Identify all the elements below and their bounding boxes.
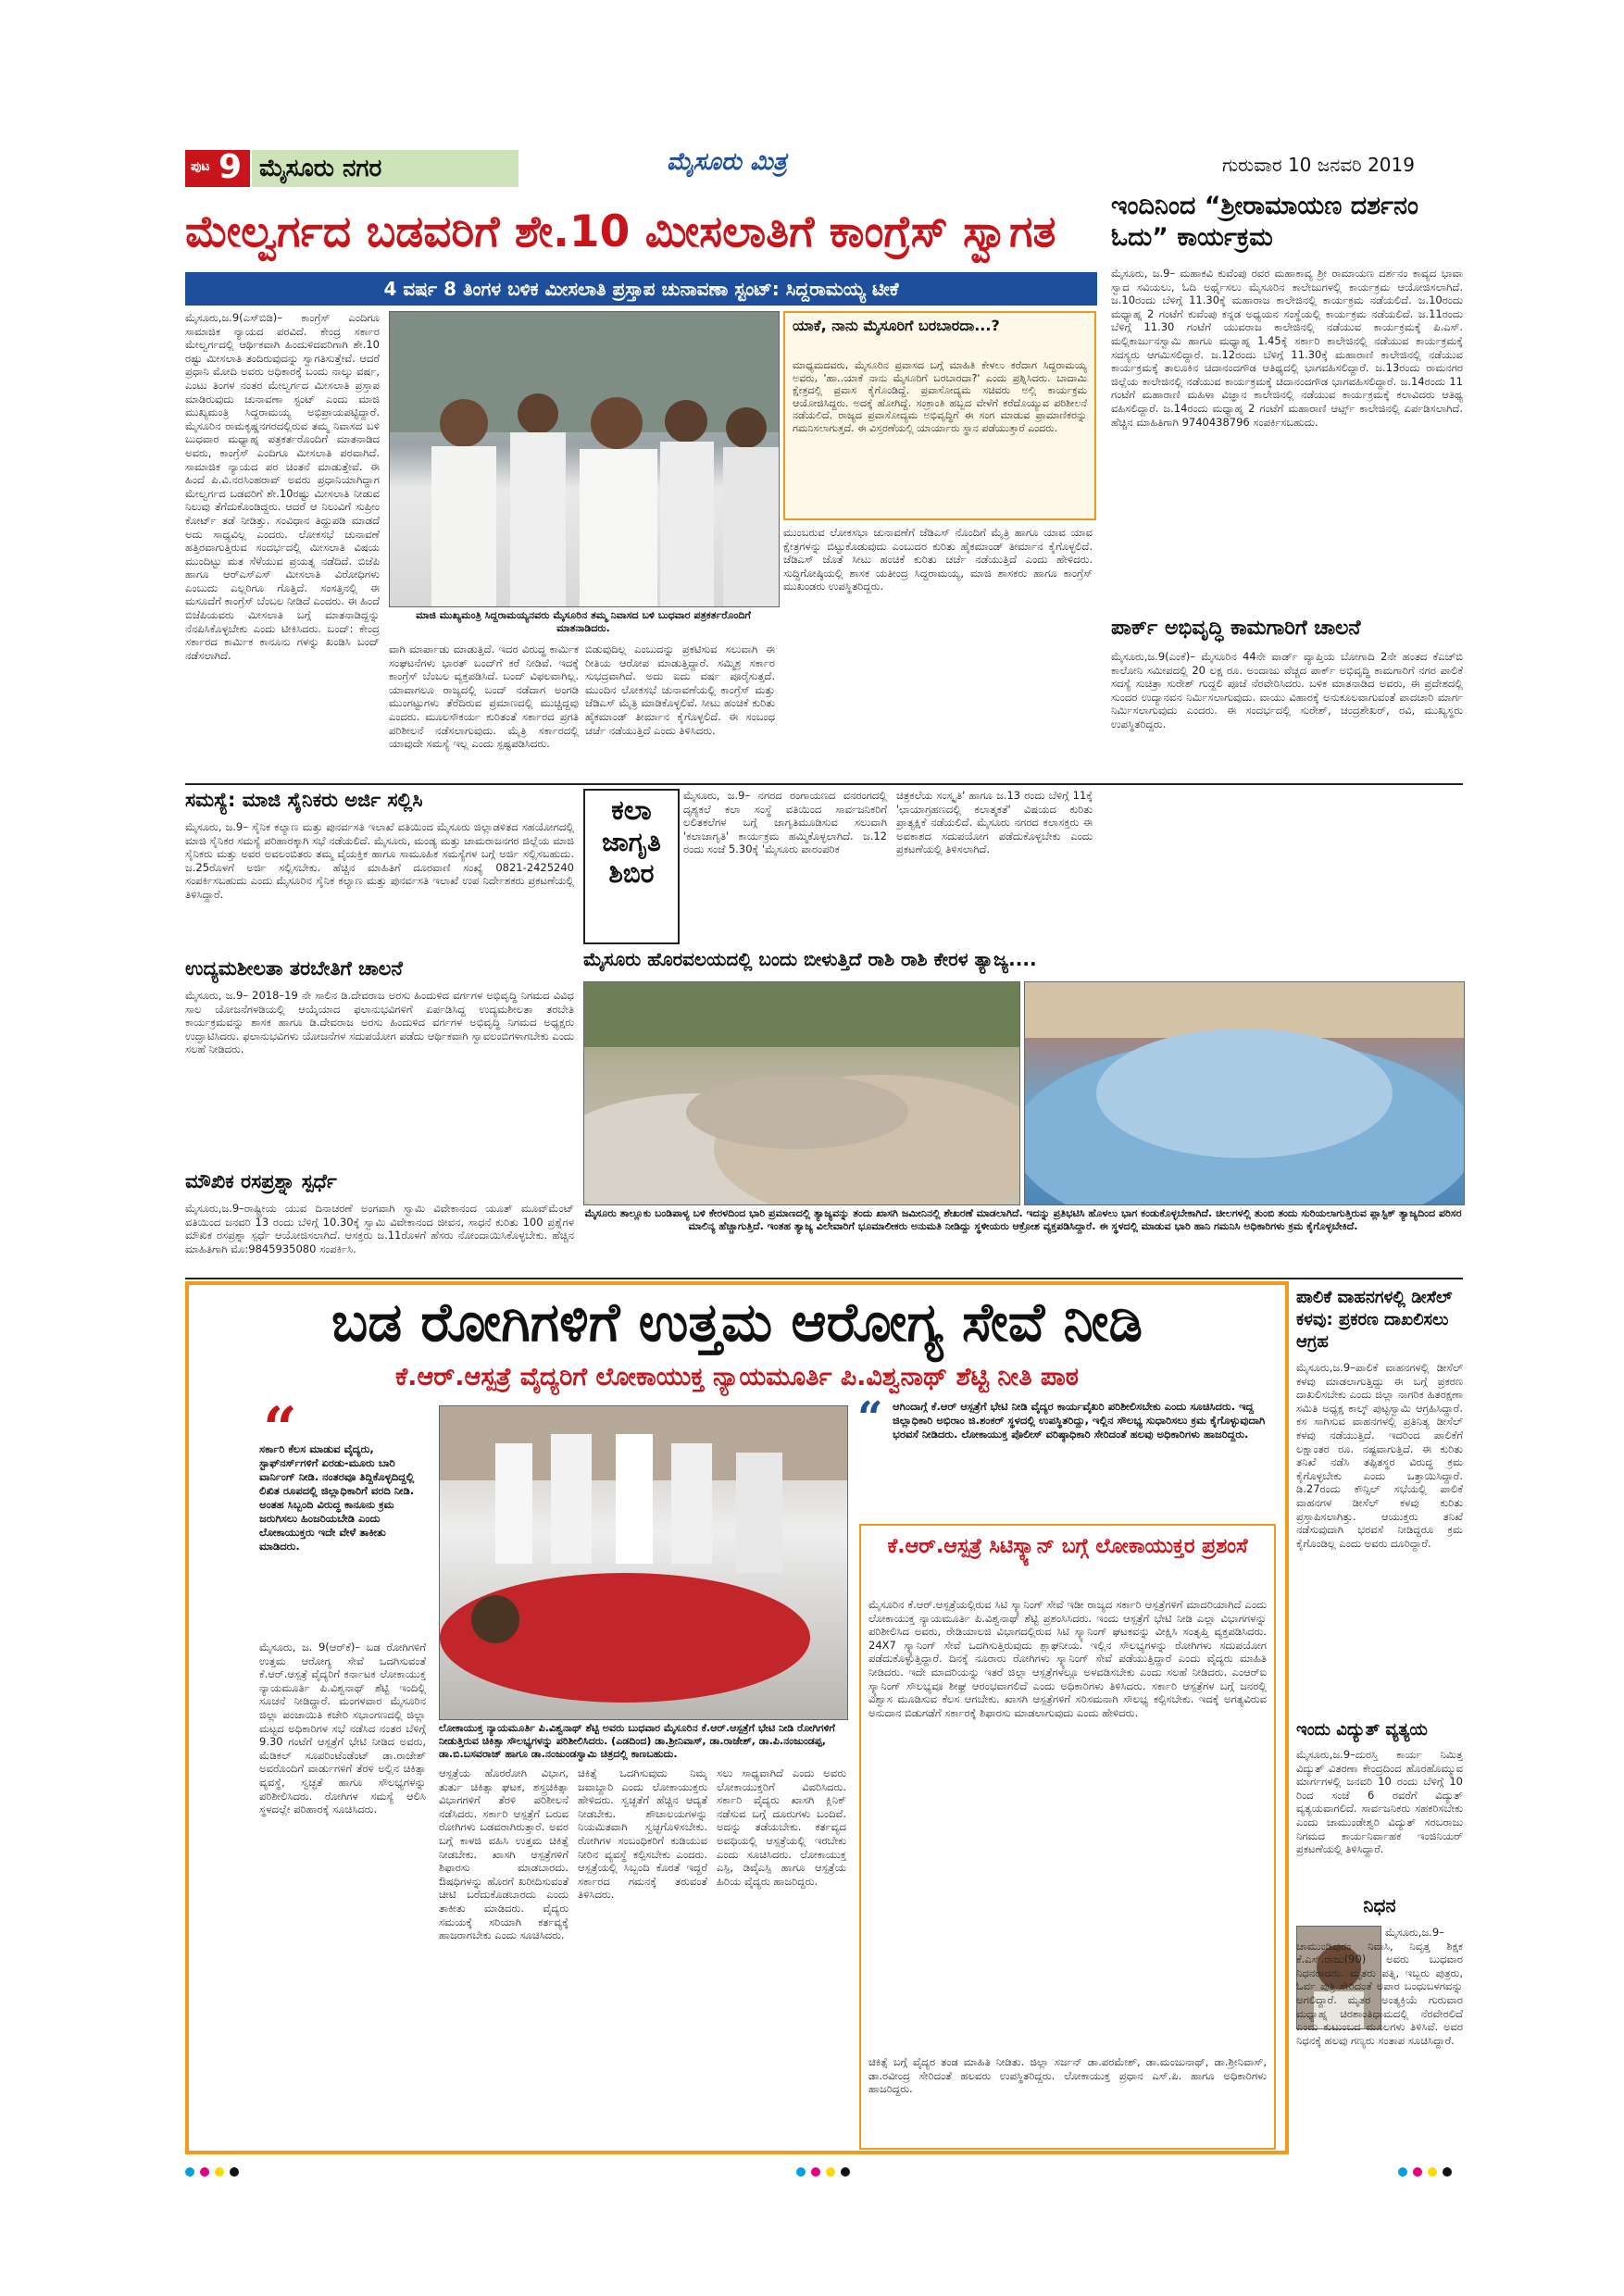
lead-photo-caption: ಮಾಜಿ ಮುಖ್ಯಮಂತ್ರಿ ಸಿದ್ದರಾಮಯ್ಯನವರು ಮೈಸೂರಿನ ತಮ್ಮ ನಿವಾಸದ ಬಳಿ ಬುಧವಾರ ಪತ್ರಕರ್ತರೊಂದಿಗೆ ಮಾತನಾಡಿದರು. <box>416 609 751 634</box>
ctscan-body: ಮೈಸೂರಿನ ಕೆ.ಆರ್.ಆಸ್ಪತ್ರೆಯಲ್ಲಿರುವ ಸಿಟಿ ಸ್ಕ್ಯಾನಿಂಗ್ ಸೇವೆ ಇಡೀ ರಾಜ್ಯದ ಸರ್ಕಾರಿ ಆಸ್ಪತ್ರೆಗಳಿಗೆ ಮಾದರಿಯಾಗಿದೆ ಎಂದು ಲೋಕಾಯುಕ್ತ ನ್ಯಾಯಮೂರ್ತಿ ಪಿ.ವಿಶ್ವನಾಥ್ ಶೆಟ್ಟಿ ಪ್ರಶಂಸಿಸಿದರು. ಇಂದು ಆಸ್ಪತ್ರೆಗೆ ಭೇಟಿ ನೀಡಿ ಎಲ್ಲಾ ವಿಭಾಗಗಳನ್ನು ಪರಿಶೀಲಿಸಿದ ಅವರು, ರೇಡಿಯಾಲಜಿ ವಿಭಾಗದಲ್ಲಿರುವ ಸಿಟಿ ಸ್ಕ್ಯಾನಿಂಗ್ ಘಟಕವನ್ನು ವೀಕ್ಷಿಸಿ ಸಂತೃಪ್ತಿ ವ್ಯಕ್ತಪಡಿಸಿದರು. 24X7 ಸ್ಕ್ಯಾನಿಂಗ್ ಸೇವೆ ಒದಗಿಸುತ್ತಿರುವುದು ಶ್ಲಾಘನೀಯ. ಇಲ್ಲಿನ ಸೌಲಭ್ಯಗಳನ್ನು ರೋಗಿಗಳು ಸದುಪಯೋಗ ಪಡೆದುಕೊಳ್ಳುತ್ತಿದ್ದಾರೆ. ದಿನಕ್ಕೆ ನೂರಾರು ರೋಗಿಗಳು ಸ್ಕ್ಯಾನಿಂಗ್ ಸೇವೆ ಪಡೆಯುತ್ತಿದ್ದಾರೆ ಎಂದು ವೈದ್ಯರು ಮಾಹಿತಿ ನೀಡಿದರು. ಇದೇ ಮಾದರಿಯನ್ನು ಇತರೆ ಜಿಲ್ಲಾ ಆಸ್ಪತ್ರೆಗಳಲ್ಲೂ ಅಳವಡಿಸಬೇಕು ಎಂದು ಸಲಹೆ ನೀಡಿದರು. ಎಂಆರ್‌ಐ ಸ್ಕ್ಯಾನಿಂಗ್ ಸೌಲಭ್ಯವೂ ಶೀಘ್ರ ಆರಂಭವಾಗಲಿದೆ ಎಂದು ಅಧಿಕಾರಿಗಳು ತಿಳಿಸಿದರು. ಸರ್ಕಾರಿ ಆಸ್ಪತ್ರೆಗಳ ಬಗ್ಗೆ ಜನರಲ್ಲಿ ವಿಶ್ವಾಸ ಮೂಡಿಸುವ ಕೆಲಸ ಆಗಬೇಕು. ಖಾಸಗಿ ಆಸ್ಪತ್ರೆಗಳಿಗೆ ಸರಿಸಮನಾಗಿ ಸೌಲಭ್ಯ ಕಲ್ಪಿಸಬೇಕು. ಇದಕ್ಕೆ ಅಗತ್ಯವಿರುವ ಅನುದಾನ ಬಿಡುಗಡೆಗೆ ಸರ್ಕಾರಕ್ಕೆ ಶಿಫಾರಸು ಮಾಡಲಾಗುವುದು ಎಂದು ಹೇಳಿದರು. <box>868 1598 1267 1719</box>
registration-marks-center <box>796 2163 856 2180</box>
health-photo <box>439 1405 848 1720</box>
page-number-tab <box>185 150 250 187</box>
kerala-headline: ಮೈಸೂರು ಹೊರವಲಯದಲ್ಲಿ ಬಂದು ಬೀಳುತ್ತಿದೆ ರಾಶಿ ರಾಶಿ ಕೇರಳ ತ್ಯಾಜ್ಯ.... <box>583 948 1037 970</box>
kala-body-1: ಮೈಸೂರು, ಜ.9– ನಗರದ ರಂಗಾಯಣದ ವನರಂಗದಲ್ಲಿ ದೃಶ್ಯಕಲೆ ಕಲಾ ಸಂಸ್ಥೆ ವತಿಯಿಂದ ಸಾರ್ವಜನಿಕರಿಗೆ ಲಲಿತಕಲೆಗಳ ಬಗ್ಗೆ ಜಾಗೃತಿಮೂಡಿಸುವ ಸಲುವಾಗಿ 'ಕಲಾಜಾಗೃತಿ' ಕಾರ್ಯಕ್ರಮ ಹಮ್ಮಿಕೊಳ್ಳಲಾಗಿದೆ. ಜ.12 ರಂದು ಸಂಜೆ 5.30ಕ್ಕೆ 'ಮೈಸೂರು ಪಾರಂಪರಿಕ <box>683 789 887 856</box>
kala-title-1: ಕಲಾ <box>611 794 652 827</box>
health-photo-image <box>440 1406 847 1719</box>
kala-title-2: ಜಾಗೃತಿ <box>602 827 661 857</box>
masthead <box>185 148 1481 194</box>
health-quote: ಸರ್ಕಾರಿ ಕೆಲಸ ಮಾಡುವ ವೈದ್ಯರು, ಸ್ಟಾಫ್‌ನರ್ಸ್‌ಗಳಿಗೆ ಏರಡು-ಮೂರು ಬಾರಿ ವಾರ್ನಿಂಗ್ ನೀಡಿ. ನಂತರವೂ ತಿದ್ದಿಕೊಳ್ಳದಿದ್ದಲ್ಲಿ ಲಿಖಿತ ರೂಪದಲ್ಲಿ ಜಿಲ್ಲಾಧಿಕಾರಿಗೆ ವರದಿ ನೀಡಿ. ಅಂತಹ ಸಿಬ್ಬಂದಿ ವಿರುದ್ಧ ಕಾನೂನು ಕ್ರಮ ಜರುಗಿಸಲು ಹಿಂಜರಿಯಬೇಡಿ ಎಂದು ಲೋಕಾಯುಕ್ತರು ಇದೇ ವೇಳೆ ತಾಕೀತು ಮಾಡಿದರು. <box>259 1442 415 1553</box>
kerala-photo-2 <box>1024 981 1465 1205</box>
health-quote-mark: “ <box>263 1394 297 1464</box>
health-body-4: ಸಲು ಸಾಧ್ಯವಾಗಿದೆ ಎಂದು ಅವರು ಲೋಕಾಯುಕ್ತರಿಗೆ ವಿವರಿಸಿದರು. ಸರ್ಕಾರಿ ವೈದ್ಯರು ಖಾಸಗಿ ಕ್ಲಿನಿಕ್ ನಡೆಸುವ ಬಗ್ಗೆ ದೂರುಗಳು ಬಂದಿವೆ. ಅದನ್ನು ತಡೆಯಬೇಕು. ಕರ್ತವ್ಯದ ಅವಧಿಯಲ್ಲಿ ಆಸ್ಪತ್ರೆಯಲ್ಲಿ ಇರಬೇಕು ಎಂದು ಸೂಚಿಸಿದರು. ಲೋಕಾಯುಕ್ತ ಎಸ್ಪಿ, ಡಿವೈಎಸ್ಪಿ ಹಾಗೂ ಆಸ್ಪತ್ರೆಯ ಹಿರಿಯ ವೈದ್ಯರು ಹಾಜರಿದ್ದರು. <box>717 1766 846 1888</box>
registration-marks-right <box>1398 2163 1457 2180</box>
lead-photo <box>389 311 780 607</box>
ctscan-body-2: ಚಿಕಿತ್ಸೆ ಬಗ್ಗೆ ವೈದ್ಯರ ತಂಡ ಮಾಹಿತಿ ನೀಡಿತು. ಜಿಲ್ಲಾ ಸರ್ಜನ್ ಡಾ.ಪರಮೇಶ್, ಡಾ.ಮಂಜುನಾಥ್, ಡಾ.ಶ್ರೀನಿವಾಸ್, ಡಾ.ರವೀಂದ್ರ ಸೇರಿದಂತೆ ಹಲವರು ಉಪಸ್ಥಿತರಿದ್ದರು. ಲೋಕಾಯುಕ್ತ ಪ್ರಧಾನ ಎಸ್.ಪಿ. ಹಾಗೂ ಅಧಿಕಾರಿಗಳು ಹಾಜರಿದ್ದರು. <box>868 2055 1267 2096</box>
park-headline: ಪಾರ್ಕ್ ಅಭಿವೃದ್ಧಿ ಕಾಮಗಾರಿಗೆ ಚಾಲನೆ <box>1111 617 1361 640</box>
lead-body-2: ವಾಗಿ ಮಾರ್ಪಾಡು ಮಾಡುತ್ತಿದೆ. ಇದರ ವಿರುದ್ಧ ಕಾರ್ಮಿಕ ಸಂಘಟನೆಗಳು ಭಾರತ್ ಬಂದ್‌ಗೆ ಕರೆ ನೀಡಿವೆ. ಇದಕ್ಕೆ ಕಾಂಗ್ರೆಸ್ ಬೆಂಬಲ ವ್ಯಕ್ತಪಡಿಸಿದೆ. ಬಂದ್ ವಿಫಲವಾಗಿಲ್ಲ. ಯಾವಾಗಲೂ ರಾಜ್ಯದಲ್ಲಿ ಬಂದ್ ನಡೆದಾಗ ಅಂಗಡಿ ಮುಂಗಟ್ಟುಗಳು ತೆರೆದಿರುವ ಪ್ರಮಾಣದಲ್ಲಿ ಮುಚ್ಚಿದ್ದವು ಎಂದರು. ಮೂಲಸೌಕರ್ಯ ಕುರಿತಂತೆ ಸರ್ಕಾರದ ಪ್ರಗತಿ ಪರಿಶೀಲನೆ ನಡೆಸಲಾಗುವುದು. ಮೈತ್ರಿ ಸರ್ಕಾರದಲ್ಲಿ ಯಾವುದೇ ಸಮಸ್ಯೆ ಇಲ್ಲ ಎಂದು ಸ್ಪಷ್ಟಪಡಿಸಿದರು. <box>389 643 579 751</box>
quiz-body: ಮೈಸೂರು,ಜ.9–ರಾಷ್ಟ್ರೀಯ ಯುವ ದಿನಾಚರಣೆ ಅಂಗವಾಗಿ ಸ್ವಾಮಿ ವಿವೇಕಾನಂದ ಯೂತ್ ಮೂವ್‌ಮೆಂಟ್ ವತಿಯಿಂದ ಜನವರಿ 13 ರಂದು ಬೆಳಿಗ್ಗೆ 10.30ಕ್ಕೆ ಸ್ವಾಮಿ ವಿವೇಕಾನಂದ ಜೀವನ, ಸಾಧನೆ ಕುರಿತು 100 ಪ್ರಶ್ನೆಗಳ ಮೌಖಿಕ ರಸಪ್ರಶ್ನಾ ಸ್ಪರ್ಧೆ ಆಯೋಜಿಸಲಾಗಿದೆ. ಆಸಕ್ತರು ಜ.11ರೊಳಗೆ ಹೆಸರು ನೋಂದಾಯಿಸಿಕೊಳ್ಳಬೇಕು. ಹೆಚ್ಚಿನ ಮಾಹಿತಿಗಾಗಿ ಮೊ:9845935080 ಸಂಪರ್ಕಿಸಿ. <box>185 1202 574 1255</box>
page-number: 9 <box>219 148 243 186</box>
ramayana-body: ಮೈಸೂರು, ಜ.9– ಮಹಾಕವಿ ಕುವೆಂಪು ರವರ ಮಹಾಕಾವ್ಯ ಶ್ರೀ ರಾಮಾಯಣ ದರ್ಶನಂ ಕಾವ್ಯದ ಭಾವಾ ಸ್ವಾದ ಸವಿಯಲು, ಓದಿ ಅರ್ಥೈಸಲು ಮೈಸೂರಿನ ಕಾಲೇಜುಗಳಲ್ಲಿ ಕಾರ್ಯಕ್ರಮ ಆಯೋಜಿಸಲಾಗಿದೆ. ಜ.10ರಂದು ಬೆಳಿಗ್ಗೆ 11.30ಕ್ಕೆ ಮಹಾರಾಜ ಕಾಲೇಜಿನಲ್ಲಿ ಕಾರ್ಯಕ್ರಮ ನಡೆಯಲಿದೆ. ಜ.10ರಂದು ಮಧ್ಯಾಹ್ನ 2 ಗಂಟೆಗೆ ಕುವೆಂಪು ಕನ್ನಡ ಅಧ್ಯಯನ ಸಂಸ್ಥೆಯಲ್ಲಿ ಕಾರ್ಯಕ್ರಮ ನಡೆಯಲಿದೆ. ಜ.11ರಂದು ಬೆಳಿಗ್ಗೆ 11.30 ಗಂಟೆಗೆ ಯುವರಾಜ ಕಾಲೇಜಿನಲ್ಲಿ ನಡೆಯುವ ಕಾರ್ಯಕ್ರಮಕ್ಕೆ ಪಿ.ಎಸ್. ಮಲ್ಲಿಕಾರ್ಜುನಸ್ವಾಮಿ ಹಾಗೂ ಮಧ್ಯಾಹ್ನ 1.45ಕ್ಕೆ ಸರ್ಕಾರಿ ಕಾಲೇಜಿನಲ್ಲಿ ನಡೆಯುವ ಕಾರ್ಯಕ್ರಮಕ್ಕೆ ಸದಸ್ಯರು ಆಗಮಿಸಲಿದ್ದಾರೆ. ಜ.12ರಂದು ಬೆಳಿಗ್ಗೆ 11.30ಕ್ಕೆ ಮಹಾರಾಣಿ ಕಾಲೇಜಿನಲ್ಲಿ ನಡೆಯುವ ಕಾರ್ಯಕ್ರಮಕ್ಕೆ ತಾಲೂಕಿನ ಚಿದಾನಂದಗೌಡ ಆತಿಥ್ಯದಲ್ಲಿ ಭಾಗವಹಿಸಲಿದ್ದಾರೆ. ಜ.13ರಂದು ರಾಮನಗರ ಜಿಲ್ಲೆಯ ಕಾಲೇಜಿನಲ್ಲಿ ನಡೆಯುವ ಕಾರ್ಯಕ್ರಮಕ್ಕೆ ಚಿದಾನಂದಗೌಡ ಭಾಗವಹಿಸಲಿದ್ದಾರೆ. ಜ.14ರಂದು 11 ಗಂಟೆಗೆ ಮಹಾರಾಣಿ ಮಹಿಳಾ ವಿಜ್ಞಾನ ಕಾಲೇಜಿನಲ್ಲಿ ನಡೆಯುವ ಕಾರ್ಯಕ್ರಮಕ್ಕೆ ಕಲಾವಿದರು ಆತಿಥ್ಯ ವಹಿಸಲಿದ್ದಾರೆ. ಜ.14ರಂದು ಮಧ್ಯಾಹ್ನ 2 ಗಂಟೆಗೆ ಮಹಾರಾಣಿ ಆರ್ಟ್ಸ್ ಕಾಲೇಜಿನಲ್ಲಿ ಏರ್ಪಡಿಸಲಾಗಿದೆ. ಹೆಚ್ಚಿನ ಮಾಹಿತಿಗಾಗಿ 9740438796 ಸಂಪರ್ಕಿಸಬಹುದು. <box>1111 267 1463 429</box>
health-quote-2: ಆಗಿಂದಾಗ್ಗೆ ಕೆ.ಆರ್ ಆಸ್ಪತ್ರೆಗೆ ಭೇಟಿ ನೀಡಿ ವೈದ್ಯರ ಕಾರ್ಯವೈಖರಿ ಪರಿಶೀಲಿಸಬೇಕು ಎಂದು ಸೂಚಿಸಿದರು. ಇದ್ದ ಜಿಲ್ಲಾಧಿಕಾರಿ ಅಭಿರಾಂ ಜಿ.ಶಂಕರ್ ಸ್ಥಳದಲ್ಲಿ ಉಪಸ್ಥಿತರಿದ್ದು, ಇಲ್ಲಿನ ಸೌಲಭ್ಯ ಸುಧಾರಿಸಲು ಕ್ರಮ ಕೈಗೊಳ್ಳುವುದಾಗಿ ಭರವಸೆ ನೀಡಿದರು. ಲೋಕಾಯುಕ್ತ ಪೊಲೀಸ್ ವರಿಷ್ಠಾಧಿಕಾರಿ ಸೇರಿದಂತೆ ಹಲವು ಅಧಿಕಾರಿಗಳು ಹಾಜರಿದ್ದರು. <box>893 1400 1266 1441</box>
divider-1 <box>185 783 1463 785</box>
lead-subheadline: 4 ವರ್ಷ 8 ತಿಂಗಳ ಬಳಿಕ ಮೀಸಲಾತಿ ಪ್ರಸ್ತಾಪ ಚುನಾವಣಾ ಸ್ಟಂಟ್: ಸಿದ್ದರಾಮಯ್ಯ ಟೀಕೆ <box>185 272 1097 306</box>
obituary-headline: ನಿಧನ <box>1363 1894 1396 1916</box>
kala-title-3: ಶಿಬಿರ <box>608 858 655 889</box>
health-subheadline: ಕೆ.ಆರ್.ಆಸ್ಪತ್ರೆ ವೈದ್ಯರಿಗೆ ಲೋಕಾಯುಕ್ತ ನ್ಯಾಯಮೂರ್ತಿ ಪಿ.ವಿಶ್ವನಾಥ್ ಶೆಟ್ಟಿ ನೀತಿ ಪಾಠ <box>394 1363 1080 1391</box>
kerala-photo-1 <box>583 981 1020 1205</box>
quiz-headline: ಮೌಖಿಕ ರಸಪ್ರಶ್ನಾ ಸ್ಪರ್ಧೆ <box>185 1170 337 1192</box>
page-label: ಪುಟ <box>191 159 210 174</box>
entrepreneur-body: ಮೈಸೂರು, ಜ.9– 2018–19 ನೇ ಸಾಲಿನ ಡಿ.ದೇವರಾಜ ಅರಸು ಹಿಂದುಳಿದ ವರ್ಗಗಳ ಅಭಿವೃದ್ಧಿ ನಿಗಮದ ವಿವಿಧ ಸಾಲ ಯೋಜನೆಗಳಡಿಯಲ್ಲಿ ಆಯ್ಕೆಯಾದ ಫಲಾನುಭವಿಗಳಿಗೆ ಏರ್ಪಡಿಸಿದ್ದ ಉದ್ಯಮಶೀಲತಾ ತರಬೇತಿ ಕಾರ್ಯಕ್ರಮವನ್ನು ಶಾಸಕ ಹಾಗೂ ಡಿ.ದೇವರಾಜ ಅರಸು ಹಿಂದುಳಿದ ವರ್ಗಗಳ ಅಭಿವೃದ್ಧಿ ನಿಗಮದ ಅಧ್ಯಕ್ಷರು ಉದ್ಘಾಟಿಸಿದರು. ಫಲಾನುಭವಿಗಳು ಯೋಜನೆಗಳ ಸದುಪಯೋಗ ಪಡೆದು ಆರ್ಥಿಕವಾಗಿ ಸ್ವಾವಲಂಬಿಗಳಾಗಬೇಕು ಎಂದು ಸಲಹೆ ನೀಡಿದರು. <box>185 989 574 1056</box>
park-body: ಮೈಸೂರು,ಜ.9(ಎಂಕೆ)– ಮೈಸೂರಿನ 44ನೇ ವಾರ್ಡ್ ವ್ಯಾಪ್ತಿಯ ಬೋಗಾದಿ 2ನೇ ಹಂತದ ಕೆಎಚ್‌ಬಿ ಕಾಲೋನಿ ಸಮೀಪದಲ್ಲಿ 20 ಲಕ್ಷ ರೂ. ಅಂದಾಜು ವೆಚ್ಚದ ಪಾರ್ಕ್ ಅಭಿವೃದ್ಧಿ ಕಾಮಗಾರಿಗೆ ನಗರ ಪಾಲಿಕೆ ಸದಸ್ಯೆ ಸುಚಿತ್ರಾ ಸುರೇಶ್ ಗುದ್ದಲಿ ಪೂಜೆ ನೆರವೇರಿಸಿದರು. ಬಳಿಕ ಮಾತನಾಡಿದ ಅವರು, ಈ ಪ್ರದೇಶದಲ್ಲಿ ಸುಂದರ ಉದ್ಯಾನವನ ನಿರ್ಮಿಸಲಾಗುವುದು. ವಾಯು ವಿಹಾರಕ್ಕೆ ಅನುಕೂಲವಾಗುವಂತೆ ಪಾದಚಾರಿ ಮಾರ್ಗ ನಿರ್ಮಿಸಲಾಗುವುದು ಎಂದರು. ಈ ಸಂದರ್ಭದಲ್ಲಿ ಸುರೇಶ್, ಚಂದ್ರಶೇಖರ್, ರವಿ, ಮುಖ್ಯಸ್ಥರು ಉಪಸ್ಥಿತರಿದ್ದರು. <box>1111 650 1463 730</box>
health-quote2-mark: “ <box>857 1392 883 1444</box>
lead-body: ಮೈಸೂರು,ಜ.9(ಎಸ್‌ಬಿಡಿ)– ಕಾಂಗ್ರೆಸ್ ಎಂದಿಗೂ ಸಾಮಾಜಿಕ ನ್ಯಾಯದ ಪರವಿದೆ. ಕೇಂದ್ರ ಸರ್ಕಾರ ಮೇಲ್ವರ್ಗದಲ್ಲಿ ಆರ್ಥಿಕವಾಗಿ ಹಿಂದುಳಿದವರಿಗಾಗಿ ಶೇ.10 ರಷ್ಟು ಮೀಸಲಾತಿ ತಂದಿರುವುದನ್ನು ಸ್ವಾಗತಿಸುತ್ತೇವೆ. ಆದರೆ ಪ್ರಧಾನಿ ಮೋದಿ ಅವರು ಅಧಿಕಾರಕ್ಕೆ ಬಂದು ನಾಲ್ಕು ವರ್ಷ, ಎಂಟು ತಿಂಗಳ ನಂತರ ಮೇಲ್ವರ್ಗದ ಮೀಸಲಾತಿ ಪ್ರಸ್ತಾಪ ಮಾಡಿರುವುದು ಚುನಾವಣಾ ಸ್ಟಂಟ್ ಎಂದು ಮಾಜಿ ಮುಖ್ಯಮಂತ್ರಿ ಸಿದ್ದರಾಮಯ್ಯ ಅಭಿಪ್ರಾಯಪಟ್ಟಿದ್ದಾರೆ. ಮೈಸೂರಿನ ರಾಮಕೃಷ್ಣನಗರದಲ್ಲಿರುವ ತಮ್ಮ ನಿವಾಸದ ಬಳಿ ಬುಧವಾರ ಮಧ್ಯಾಹ್ನ ಪತ್ರಕರ್ತರೊಂದಿಗೆ ಮಾತನಾಡಿದ ಅವರು, ಕಾಂಗ್ರೆಸ್ ಎಂದಿಗೂ ಮೀಸಲಾತಿ ಪರವಾಗಿದೆ. ಸಾಮಾಜಿಕ ನ್ಯಾಯದ ಪರ ಚಿಂತನೆ ಮಾಡುತ್ತೇವೆ. ಈ ಹಿಂದೆ ಪಿ.ವಿ.ನರಸಿಂಹರಾವ್ ಅವರು ಪ್ರಧಾನಿಯಾಗಿದ್ದಾಗ ಮೇಲ್ವರ್ಗದ ಬಡವರಿಗೆ ಶೇ.10ರಷ್ಟು ಮೀಸಲಾತಿ ನೀಡುವ ನಿಲುವು ತೆಗೆದುಕೊಂಡಿದ್ದರು. ಆದರೆ ಆ ನಿಲುವಿಗೆ ಸುಪ್ರೀಂ ಕೋರ್ಟ್ ತಡೆ ನೀಡಿತ್ತು. ಸಂವಿಧಾನ ತಿದ್ದುಪಡಿ ಮಾಡದೆ ಅದು ಸಾಧ್ಯವಿಲ್ಲ ಎಂದರು. ಲೋಕಸಭೆ ಚುನಾವಣೆ ಹತ್ತಿರವಾಗುತ್ತಿರುವ ಸಂದರ್ಭದಲ್ಲಿ ಮೀಸಲಾತಿ ವಿಷಯ ಮುಂದಿಟ್ಟು ಮತ ಸೆಳೆಯುವ ಪ್ರಯತ್ನ ನಡೆದಿದೆ. ಬಿಜೆಪಿ ಹಾಗೂ ಆರ್‌ಎಸ್‌ಎಸ್ ಮೀಸಲಾತಿ ವಿರೋಧಿಗಳು ಎಂಬುದು ಎಲ್ಲರಿಗೂ ಗೊತ್ತಿದೆ. ಸಂಸತ್ತಿನಲ್ಲಿ ಈ ಮಸೂದೆಗೆ ಕಾಂಗ್ರೆಸ್ ಬೆಂಬಲ ನೀಡಿದೆ ಎಂದರು. ಈ ಹಿಂದೆ ಬಿಜೆಪಿಯವರು ಮೀಸಲಾತಿ ಬಗ್ಗೆ ಮಾತನಾಡಿದ್ದನ್ನು ನೆನಪಿಸಿಕೊಳ್ಳಬೇಕು ಎಂದು ಟೀಕಿಸಿದರು. ಬಂದ್: ಕೇಂದ್ರ ಸರ್ಕಾರದ ಕಾರ್ಮಿಕ ಕಾನೂನು ಗಳನ್ನು ಖಂಡಿಸಿ ಬಂದ್ ನಡೆಸಲಾಗಿದೆ. <box>185 311 380 662</box>
entrepreneur-headline: ಉದ್ಯಮಶೀಲತಾ ತರಬೇತಿಗೆ ಚಾಲನೆ <box>185 957 403 980</box>
kerala-caption: ಮೈಸೂರು ತಾಲ್ಲೂಕು ಬಂಡಿಪಾಳ್ಯ ಬಳಿ ಕೇರಳದಿಂದ ಭಾರಿ ಪ್ರಮಾಣದಲ್ಲಿ ತ್ಯಾಜ್ಯವನ್ನು ತಂದು ಖಾಸಗಿ ಜಮೀನಿನಲ್ಲಿ ಶೇಖರಣೆ ಮಾಡಲಾಗಿದೆ. ಇದನ್ನು ಪ್ರತಿಭಟಿಸಿ ಹೊಳಲು ಭಾಗ ಕಂಡುಕೊಳ್ಳಬೇಕಾಗಿದೆ. ಚೀಲಗಳಲ್ಲಿ ತುಂಬಿ ತಂದು ಸುರಿಯಲಾಗುತ್ತಿರುವ ಪ್ಲಾಸ್ಟಿಕ್ ತ್ಯಾಜ್ಯದಿಂದ ಪರಿಸರ ಮಾಲಿನ್ಯ ಹೆಚ್ಚಾಗುತ್ತಿದೆ. ಇಂತಹ ತ್ಯಾಜ್ಯ ವಿಲೇವಾರಿಗೆ ಭೂಮಾಲೀಕರು ಅನುಮತಿ ನೀಡಿದ್ದು ಸ್ಥಳೀಯರು ಆಕ್ರೋಶ ವ್ಯಕ್ತಪಡಿಸಿದ್ದಾರೆ. ಈ ಸ್ಥಳದಲ್ಲಿ ಮಾಡುವ ಭಾರಿ ಹಾನಿ ಗಮನಿಸಿ ಅಧಿಕಾರಿಗಳು ಕ್ರಮ ಕೈಗೊಳ್ಳಬೇಕಿದೆ. <box>584 1207 1462 1232</box>
obituary-body: ಮೈಸೂರು,ಜ.9–ಚಾಮುಂಡಿಪುರಂ ನಿವಾಸಿ, ನಿವೃತ್ತ ಶಿಕ್ಷಕ ಕೆ.ಎಸ್.ರಾಜು(90) ಅವರು ಬುಧವಾರ ನಿಧನರಾದರು. ಮೃತರು ಪತ್ನಿ, ಇಬ್ಬರು ಪುತ್ರರು, ಓರ್ವ ಪುತ್ರಿ ಸೇರಿದಂತೆ ಅಪಾರ ಬಂಧುಬಳಗವನ್ನು ಅಗಲಿದ್ದಾರೆ. ಮೃತರ ಅಂತ್ಯಕ್ರಿಯೆ ಗುರುವಾರ ಮಧ್ಯಾಹ್ನ ಚಿರಶಾಂತಿಧಾಮದಲ್ಲಿ ನೆರವೇರಲಿದೆ ಎಂದು ಕುಟುಂಬದ ಮೂಲಗಳು ತಿಳಿಸಿವೆ. ಅವರ ನಿಧನಕ್ಕೆ ಹಲವು ಗಣ್ಯರು ಸಂತಾಪ ಸೂಚಿಸಿದ್ದಾರೆ. <box>1296 1926 1463 2047</box>
diesel-body: ಮೈಸೂರು,ಜ.9–ಪಾಲಿಕೆ ವಾಹನಗಳಲ್ಲಿ ಡೀಸೆಲ್ ಕಳವು ಮಾಡಲಾಗುತ್ತಿದ್ದು ಈ ಬಗ್ಗೆ ಪ್ರಕರಣ ದಾಖಲಿಸಬೇಕು ಎಂದು ಜಿಲ್ಲಾ ನಾಗರಿಕ ಹಿತರಕ್ಷಣಾ ಸಮಿತಿ ಅಧ್ಯಕ್ಷ ಕಾಲ್ಕ್ ಪುಟ್ಟಸ್ವಾಮಿ ಆಗ್ರಹಿಸಿದ್ದಾರೆ. ಕಸ ಸಾಗಿಸುವ ವಾಹನಗಳಲ್ಲಿ ಪ್ರತಿನಿತ್ಯ ಡೀಸೆಲ್ ಕಳವು ನಡೆಯುತ್ತಿದೆ. ಇದರಿಂದ ಪಾಲಿಕೆಗೆ ಲಕ್ಷಾಂತರ ರೂ. ನಷ್ಟವಾಗುತ್ತಿದೆ. ಈ ಕುರಿತು ತನಿಖೆ ನಡೆಸಿ ತಪ್ಪಿತಸ್ಥರ ವಿರುದ್ಧ ಕ್ರಮ ಕೈಗೊಳ್ಳಬೇಕು ಎಂದು ಒತ್ತಾಯಿಸಿದ್ದಾರೆ. ಡಿ.27ರಂದು ಕೌನ್ಸಿಲ್ ಸಭೆಯಲ್ಲಿ ಪಾಲಿಕೆ ವಾಹನಗಳ ಡೀಸೆಲ್ ಕಳವು ಕುರಿತು ಪ್ರಸ್ತಾಪಿಸಲಾಗಿತ್ತು. ಆಯುಕ್ತರು ತನಿಖೆ ನಡೆಸುವುದಾಗಿ ಭರವಸೆ ನೀಡಿದ್ದರೂ ಕ್ರಮ ಕೈಗೊಂಡಿಲ್ಲ ಎಂದು ಅವರು ದೂರಿದ್ದಾರೆ. <box>1296 1361 1463 1550</box>
kala-body-2: ಚಿತ್ರಕಲೆಯ ಸಂಸ್ಕೃತಿ' ಹಾಗೂ ಜ.13 ರಂದು ಬೆಳಿಗ್ಗೆ 11ಕ್ಕೆ 'ಛಾಯಾಗ್ರಹಣದಲ್ಲಿ ಕಲಾತ್ಮಕತೆ' ವಿಷಯದ ಕುರಿತು ಪ್ರಾತ್ಯಕ್ಷಿಕೆ ನಡೆಯಲಿದೆ. ಮೈಸೂರು ನಗರದ ಕಲಾಸಕ್ತರು ಈ ಅವಕಾಶದ ಸದುಪಯೋಗ ಪಡೆದುಕೊಳ್ಳಬೇಕು ಎಂದು ಪ್ರಕಟಣೆಯಲ್ಲಿ ತಿಳಿಸಲಾಗಿದೆ. <box>896 789 1093 856</box>
section-name: ಮೈಸೂರು ನಗರ <box>252 150 518 187</box>
diesel-headline: ಪಾಲಿಕೆ ವಾಹನಗಳಲ್ಲಿ ಡೀಸೆಲ್ ಕಳವು: ಪ್ರಕರಣ ದಾಖಲಿಸಲು ಆಗ್ರಹ <box>1296 1288 1453 1352</box>
lead-body-3: ಬಿಡುವುದಿಲ್ಲ ಎಂಬುದನ್ನು ಪ್ರಕಟಿಸುವ ಸಲುವಾಗಿ ಈ ರೀತಿಯ ಆರೋಪ ಮಾಡುತ್ತಿದ್ದಾರೆ. ಸಮ್ಮಿಶ್ರ ಸರ್ಕಾರ ಸುಭದ್ರವಾಗಿದೆ. ಅದು ಐದು ವರ್ಷ ಪೂರೈಸುತ್ತದೆ. ಮುಂದಿನ ಲೋಕಸಭೆ ಚುನಾವಣೆಯಲ್ಲಿ ಕಾಂಗ್ರೆಸ್ ಮತ್ತು ಜೆಡಿಎಸ್ ಮೈತ್ರಿ ಮಾಡಿಕೊಳ್ಳಲಿವೆ. ಸೀಟು ಹಂಚಿಕೆ ಕುರಿತು ಹೈಕಮಾಂಡ್ ತೀರ್ಮಾನ ಕೈಗೊಳ್ಳಲಿದೆ. ಈ ಸಂಬಂಧ ಚರ್ಚೆ ನಡೆಯುತ್ತಿದೆ ಎಂದು ತಿಳಿಸಿದರು. <box>585 643 775 737</box>
health-body-3: ಚಿಕಿತ್ಸೆ ಒದಗಿಸುವುದು ನಿಮ್ಮ ಜವಾಬ್ದಾರಿ ಎಂದು ಲೋಕಾಯುಕ್ತರು ಹೇಳಿದರು. ಸ್ವಚ್ಛತೆಗೆ ಹೆಚ್ಚಿನ ಆದ್ಯತೆ ನೀಡಬೇಕು. ಶೌಚಾಲಯಗಳನ್ನು ನಿಯಮಿತವಾಗಿ ಸ್ವಚ್ಛಗೊಳಿಸಬೇಕು. ರೋಗಿಗಳ ಸಂಬಂಧಿಕರಿಗೆ ಕುಡಿಯುವ ನೀರಿನ ವ್ಯವಸ್ಥೆ ಕಲ್ಪಿಸಬೇಕು ಎಂದರು. ಆಸ್ಪತ್ರೆಯಲ್ಲಿ ಸಿಬ್ಬಂದಿ ಕೊರತೆ ಇದ್ದರೆ ಸರ್ಕಾರದ ಗಮನಕ್ಕೆ ತರುವಂತೆ ತಿಳಿಸಿದರು. <box>578 1766 707 1902</box>
lead-headline: ಮೇಲ್ವರ್ಗದ ಬಡವರಿಗೆ ಶೇ.10 ಮೀಸಲಾತಿಗೆ ಕಾಂಗ್ರೆಸ್ ಸ್ವಾಗತ <box>185 206 1056 257</box>
health-photo-caption: ಲೋಕಾಯುಕ್ತ ನ್ಯಾಯಮೂರ್ತಿ ಪಿ.ವಿಶ್ವನಾಥ್ ಶೆಟ್ಟಿ ಅವರು ಬುಧವಾರ ಮೈಸೂರಿನ ಕೆ.ಆರ್.ಆಸ್ಪತ್ರೆಗೆ ಭೇಟಿ ನೀಡಿ ರೋಗಿಗಳಿಗೆ ನೀಡುತ್ತಿರುವ ಚಿಕಿತ್ಸಾ ಸೌಲಭ್ಯಗಳನ್ನು ಪರಿಶೀಲಿಸಿದರು. (ಎಡದಿಂದ) ಡಾ.ಶ್ರೀನಿವಾಸ್, ಡಾ.ರಾಜೇಶ್, ಡಾ.ಪಿ.ನಂಜುಂಡಪ್ಪ, ಡಾ.ಬಿ.ಬಸವರಾಜ್ ಹಾಗೂ ಡಾ.ನಂಜುಂಡಸ್ವಾಮಿ ಚಿತ್ರದಲ್ಲಿ ಕಾಣಬಹುದು. <box>439 1722 835 1760</box>
health-body-1: ಮೈಸೂರು, ಜ. 9(ಆರ್‌ಕೆ)– ಬಡ ರೋಗಿಗಳಿಗೆ ಉತ್ತಮ ಆರೋಗ್ಯ ಸೇವೆ ಒದಗಿಸುವಂತೆ ಕೆ.ಆರ್.ಆಸ್ಪತ್ರೆ ವೈದ್ಯರಿಗೆ ಕರ್ನಾಟಕ ಲೋಕಾಯುಕ್ತ ನ್ಯಾಯಮೂರ್ತಿ ಪಿ.ವಿಶ್ವನಾಥ್ ಶೆಟ್ಟಿ ಇಂದಿಲ್ಲಿ ಸೂಚನೆ ನೀಡಿದ್ದಾರೆ. ಮಂಗಳವಾರ ಮೈಸೂರಿನ ಜಿಲ್ಲಾ ಪಂಚಾಯಿತಿ ಕಚೇರಿ ಸಭಾಂಗಣದಲ್ಲಿ ಜಿಲ್ಲಾ ಮಟ್ಟದ ಅಧಿಕಾರಿಗಳ ಸಭೆ ನಡೆಸಿದ ನಂತರ ಬೆಳಿಗ್ಗೆ 9.30 ಗಂಟೆಗೆ ಆಸ್ಪತ್ರೆಗೆ ಭೇಟಿ ನೀಡಿದ ಅವರು, ಮೆಡಿಕಲ್ ಸೂಪರಿಂಟೆಂಡೆಂಟ್ ಡಾ.ರಾಜೇಶ್ ಅವರೊಂದಿಗೆ ವಾರ್ಡುಗಳಿಗೆ ತೆರಳಿ ಅಲ್ಲಿನ ಚಿಕಿತ್ಸಾ ವ್ಯವಸ್ಥೆ, ಸ್ವಚ್ಛತೆ ಹಾಗೂ ಸೌಲಭ್ಯಗಳನ್ನು ಪರಿಶೀಲಿಸಿದರು. ರೋಗಿಗಳ ಸಮಸ್ಯೆ ಆಲಿಸಿ ಸ್ಥಳದಲ್ಲೇ ಪರಿಹಾರಕ್ಕೆ ಸೂಚಿಸಿದರು. <box>259 1641 426 1816</box>
lead-photo-image <box>390 312 779 606</box>
health-headline: ಬಡ ರೋಗಿಗಳಿಗೆ ಉತ್ತಮ ಆರೋಗ್ಯ ಸೇವೆ ನೀಡಿ <box>331 1291 1143 1354</box>
waste-photo-1-image <box>584 982 1019 1204</box>
sidebox <box>783 311 1096 520</box>
waste-photo-2-image <box>1025 982 1464 1204</box>
power-body: ಮೈಸೂರು,ಜ.9–ದುರಸ್ತಿ ಕಾರ್ಯ ನಿಮಿತ್ತ ವಿದ್ಯುತ್ ವಿತರಣಾ ಕೇಂದ್ರದಿಂದ ಹೊರಹೊಮ್ಮುವ ಮಾರ್ಗಗಳಲ್ಲಿ ಜನವರಿ 10 ರಂದು ಬೆಳಿಗ್ಗೆ 10 ರಿಂದ ಸಂಜೆ 6 ರವರೆಗೆ ವಿದ್ಯುತ್ ವ್ಯತ್ಯಯವಾಗಲಿದೆ. ಸಾರ್ವಜನಿಕರು ಸಹಕರಿಸಬೇಕು ಎಂದು ಚಾಮುಂಡೇಶ್ವರಿ ವಿದ್ಯುತ್ ಸರಬರಾಜು ನಿಗಮದ ಕಾರ್ಯನಿರ್ವಾಹಕ ಇಂಜಿನಿಯರ್ ಪ್ರಕಟಣೆಯಲ್ಲಿ ತಿಳಿಸಿದ್ದಾರೆ. <box>1296 1748 1463 1856</box>
ramayana-headline: ಇಂದಿನಿಂದ “ಶ್ರೀರಾಮಾಯಣ ದರ್ಶನಂ ಓದು” ಕಾರ್ಯಕ್ರಮ <box>1111 192 1418 252</box>
health-body-2: ಆಸ್ಪತ್ರೆಯ ಹೊರರೋಗಿ ವಿಭಾಗ, ತುರ್ತು ಚಿಕಿತ್ಸಾ ಘಟಕ, ಶಸ್ತ್ರಚಿಕಿತ್ಸಾ ವಿಭಾಗಗಳಿಗೆ ತೆರಳಿ ಪರಿಶೀಲನೆ ನಡೆಸಿದರು. ಸರ್ಕಾರಿ ಆಸ್ಪತ್ರೆಗೆ ಬರುವ ರೋಗಿಗಳು ಬಡವರಾಗಿರುತ್ತಾರೆ. ಅವರ ಬಗ್ಗೆ ಕಾಳಜಿ ವಹಿಸಿ ಉತ್ತಮ ಚಿಕಿತ್ಸೆ ನೀಡಬೇಕು. ಖಾಸಗಿ ಆಸ್ಪತ್ರೆಗಳಿಗೆ ಶಿಫಾರಸು ಮಾಡಬಾರದು. ಔಷಧಿಗಳನ್ನು ಹೊರಗೆ ಖರೀದಿಸುವಂತೆ ಚೀಟಿ ಬರೆದುಕೊಡಬಾರದು ಎಂದು ತಾಕೀತು ಮಾಡಿದರು. ವೈದ್ಯರು ಸಮಯಕ್ಕೆ ಸರಿಯಾಗಿ ಕರ್ತವ್ಯಕ್ಕೆ ಹಾಜರಾಗಬೇಕು ಎಂದು ಸೂಚಿಸಿದರು. <box>439 1766 568 1942</box>
kala-box <box>583 789 680 944</box>
lead-body-4: ಮುಂಬರುವ ಲೋಕಸಭಾ ಚುನಾವಣೆಗೆ ಜೆಡಿಎಸ್ ನೊಂದಿಗೆ ಮೈತ್ರಿ ಹಾಗೂ ಯಾವ ಯಾವ ಕ್ಷೇತ್ರಗಳನ್ನು ಬಿಟ್ಟುಕೊಡುವುದು ಎಂಬುದರ ಕುರಿತು ಹೈಕಮಾಂಡ್ ತೀರ್ಮಾನ ಕೈಗೊಳ್ಳಲಿದೆ. ಜೆಡಿಎಸ್ ಜೊತೆ ಸೀಟು ಹಂಚಿಕೆ ಕುರಿತು ಚರ್ಚೆ ನಡೆಯುತ್ತಿದೆ ಎಂದು ಹೇಳಿದರು. ಸುದ್ದಿಗೋಷ್ಠಿಯಲ್ಲಿ ಶಾಸಕ ಯತೀಂದ್ರ ಸಿದ್ದರಾಮಯ್ಯ, ಮಾಜಿ ಶಾಸಕರು ಹಾಗೂ ಕಾಂಗ್ರೆಸ್ ಮುಖಂಡರು ಉಪಸ್ಥಿತರಿದ್ದರು. <box>783 526 1093 593</box>
registration-marks-left <box>185 2163 244 2180</box>
ctscan-headline: ಕೆ.ಆರ್.ಆಸ್ಪತ್ರೆ ಸಿಟಿಸ್ಕ್ಯಾನ್ ಬಗ್ಗೆ ಲೋಕಾಯುಕ್ತರ ಪ್ರಶಂಸೆ <box>887 1535 1248 1558</box>
sidebox-body: ಮಾಧ್ಯಮದವರು, ಮೈಸೂರಿನ ಪ್ರವಾಸದ ಬಗ್ಗೆ ಮಾಹಿತಿ ಕೇಳಲು ಕರೆದಾಗ ಸಿದ್ದರಾಮಯ್ಯ ಅವರು, 'ಹಾ..ಯಾಕೆ ನಾನು ಮೈಸೂರಿಗೆ ಬರಬಾರದಾ?' ಎಂದು ಪ್ರಶ್ನಿಸಿದರು. ಬಾದಾಮಿ ಕ್ಷೇತ್ರದಲ್ಲಿ ಪ್ರವಾಸ ಕೈಗೊಂಡಿದ್ದೆ. ಪ್ರವಾಸೋದ್ಯಮ ಸಚಿವರು ಅಲ್ಲಿ ಕಾರ್ಯಕ್ರಮ ಆಯೋಜಿಸಿದ್ದರು. ಅದಕ್ಕೆ ಹೋಗಿದ್ದೆ. ಸಂಕ್ರಾಂತಿ ಹಬ್ಬದ ವೇಳೆಗೆ ಕರೆದೊಯ್ಯುವ ಪರಿಶೀಲನೆ ನಡೆಯಲಿದೆ. ರಾಜ್ಯದ ಪ್ರವಾಸೋದ್ಯಮ ಅಭಿವೃದ್ಧಿಗೆ ಈ ಸಂಗ ಮಾಡುವ ಪ್ರಾಮಾಣಿಕರನ್ನು ಗಮನಿಸಲಾಗುತ್ತದೆ. ಈ ವಿಸ್ತರಣೆಯಲ್ಲಿ ಯಾರ್ಯಾರು ಸ್ಥಾನ ಪಡೆಯುತ್ತಾರೆ ಎಂದರು. <box>793 359 1087 434</box>
sidebox-title: ಯಾಕೆ, ನಾನು ಮೈಸೂರಿಗೆ ಬರಬಾರದಾ...? <box>793 317 1000 334</box>
divider-2 <box>185 1278 1463 1279</box>
paper-name: ಮೈಸೂರು ಮಿತ್ರ <box>667 148 787 176</box>
power-headline: ಇಂದು ವಿದ್ಯುತ್ ವ್ಯತ್ಯಯ <box>1296 1720 1428 1740</box>
exsoldiers-body: ಮೈಸೂರು, ಜ.9– ಸೈನಿಕ ಕಲ್ಯಾಣ ಮತ್ತು ಪುನರ್ವಸತಿ ಇಲಾಖೆ ವತಿಯಿಂದ ಮೈಸೂರು ಜಿಲ್ಲಾಡಳಿತದ ಸಹಯೋಗದಲ್ಲಿ ಮಾಜಿ ಸೈನಿಕರ ಸಮಸ್ಯೆ ಪರಿಹಾರಕ್ಕಾಗಿ ಸಭೆ ನಡೆಯಲಿದೆ. ಮೈಸೂರು, ಮಂಡ್ಯ ಮತ್ತು ಚಾಮರಾಜನಗರ ಜಿಲ್ಲೆಯ ಮಾಜಿ ಸೈನಿಕರು ಮತ್ತು ಅವರ ಅವಲಂಬಿತರು ತಮ್ಮ ವೈಯಕ್ತಿಕ ಹಾಗೂ ಸಾಮೂಹಿಕ ಸಮಸ್ಯೆಗಳ ಬಗ್ಗೆ ಅರ್ಜಿ ಸಲ್ಲಿಸಬಹುದು. ಜ.25ರೊಳಗೆ ಅರ್ಜಿ ಸಲ್ಲಿಸಬೇಕು. ಹೆಚ್ಚಿನ ಮಾಹಿತಿಗೆ ದೂರವಾಣಿ ಸಂಖ್ಯೆ 0821-2425240 ಸಂಪರ್ಕಿಸಬಹುದು ಎಂದು ಮೈಸೂರಿನ ಸೈನಿಕ ಕಲ್ಯಾಣ ಮತ್ತು ಪುನರ್ವಸತಿ ಇಲಾಖೆ ಉಪ ನಿರ್ದೇಶಕರು ಪ್ರಕಟಣೆಯಲ್ಲಿ ತಿಳಿಸಿದ್ದಾರೆ. <box>185 820 574 901</box>
health-box <box>185 1281 1289 2154</box>
issue-date: ಗುರುವಾರ 10 ಜನವರಿ 2019 <box>1222 154 1415 176</box>
ctscan-box <box>859 1524 1276 2150</box>
exsoldiers-headline: ಸಮಸ್ಯೆ: ಮಾಜಿ ಸೈನಿಕರು ಅರ್ಜಿ ಸಲ್ಲಿಸಿ <box>185 789 423 811</box>
